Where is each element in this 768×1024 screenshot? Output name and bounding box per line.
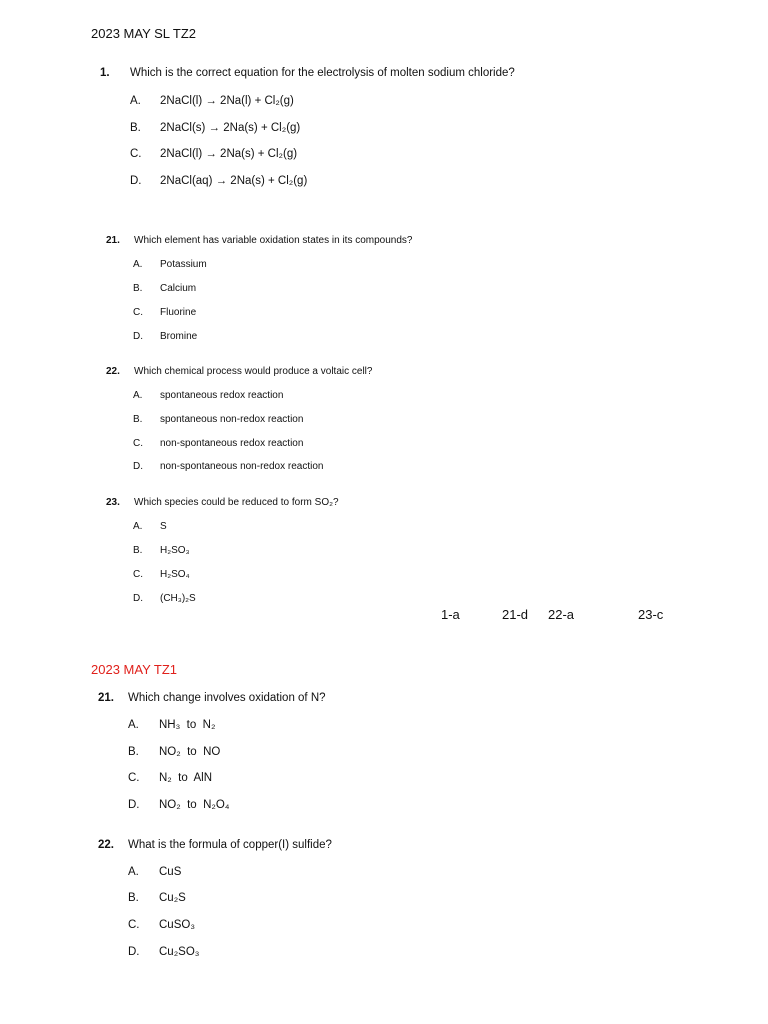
answer-22: 22-a (548, 607, 575, 622)
option-text: Cu₂S (159, 892, 186, 904)
option-text: NO₂ to N₂O₄ (159, 799, 230, 811)
question-number: 22. (98, 839, 114, 851)
option-text: CuSO₃ (159, 919, 195, 931)
option-d: D. (133, 461, 143, 472)
option-text: 2NaCl(s) → 2Na(s) + Cl₂(g) (160, 122, 301, 134)
option-text: Fluorine (160, 307, 197, 318)
question-text: Which change involves oxidation of N? (128, 692, 326, 704)
section1-title: 2023 MAY SL TZ2 (91, 26, 197, 41)
question-number: 23. (106, 497, 120, 508)
option-text: spontaneous non-redox reaction (160, 414, 304, 425)
option-letter: B. (130, 122, 141, 134)
option-text: NO₂ to NO (159, 746, 221, 758)
question-number: 21. (98, 692, 114, 704)
option-text: Bromine (160, 331, 198, 342)
option-b: B. (128, 746, 139, 758)
option-letter: C. (130, 148, 142, 160)
option-text: CuS (159, 866, 182, 878)
option-text: 2NaCl(aq) → 2Na(s) + Cl₂(g) (160, 175, 308, 187)
option-text: Calcium (160, 283, 197, 294)
option-a: A. (128, 719, 139, 731)
option-text: NH₃ to N₂ (159, 719, 216, 731)
option-d (130, 175, 142, 187)
option-d: D. (128, 799, 140, 811)
question-text: What is the formula of copper(I) sulfide? (128, 839, 332, 851)
option-c: C. (133, 569, 143, 580)
option-a: A. (133, 259, 143, 270)
option-text: (CH₃)₂S (160, 593, 196, 604)
option-d: D. (133, 331, 143, 342)
option-text: N₂ to AlN (159, 772, 213, 784)
option-b (130, 122, 141, 134)
option-c: C. (133, 307, 143, 318)
question-number: 22. (106, 366, 120, 377)
option-a: A. (133, 390, 143, 401)
option-text: non-spontaneous redox reaction (160, 438, 304, 449)
option-letter: D. (130, 175, 142, 187)
option-a: A. (128, 866, 139, 878)
option-b: B. (133, 283, 143, 294)
option-b: B. (128, 892, 139, 904)
option-letter: A. (130, 95, 141, 107)
option-text: Cu₂SO₃ (159, 946, 200, 958)
question-text: Which species could be reduced to form SO₂? (134, 497, 339, 508)
option-text: spontaneous redox reaction (160, 390, 284, 401)
question-text: Which element has variable oxidation states in its compounds? (134, 235, 413, 246)
section2-title: 2023 MAY TZ1 (91, 662, 177, 677)
option-d: D. (133, 593, 143, 604)
option-b: B. (133, 545, 143, 556)
question-number: 1. (100, 67, 110, 79)
option-text: H₂SO₃ (160, 545, 190, 556)
option-c: C. (128, 919, 140, 931)
option-text: H₂SO₄ (160, 569, 190, 580)
option-c: C. (128, 772, 140, 784)
option-text: non-spontaneous non-redox reaction (160, 461, 324, 472)
option-b: B. (133, 414, 143, 425)
answer-21: 21-d (502, 607, 529, 622)
option-a: A. (133, 521, 143, 532)
option-c (130, 148, 142, 160)
option-a (130, 95, 141, 107)
option-text: Potassium (160, 259, 207, 270)
option-text: 2NaCl(l) → 2Na(l) + Cl₂(g) (160, 95, 294, 107)
option-d: D. (128, 946, 140, 958)
question-text: Which chemical process would produce a voltaic cell? (134, 366, 373, 377)
option-text: 2NaCl(l) → 2Na(s) + Cl₂(g) (160, 148, 298, 160)
option-c: C. (133, 438, 143, 449)
question-number: 21. (106, 235, 120, 246)
answer-23: 23-c (638, 607, 664, 622)
answer-1: 1-a (441, 607, 460, 622)
option-text: S (160, 521, 167, 532)
question-text: Which is the correct equation for the electrolysis of molten sodium chloride? (130, 67, 515, 79)
